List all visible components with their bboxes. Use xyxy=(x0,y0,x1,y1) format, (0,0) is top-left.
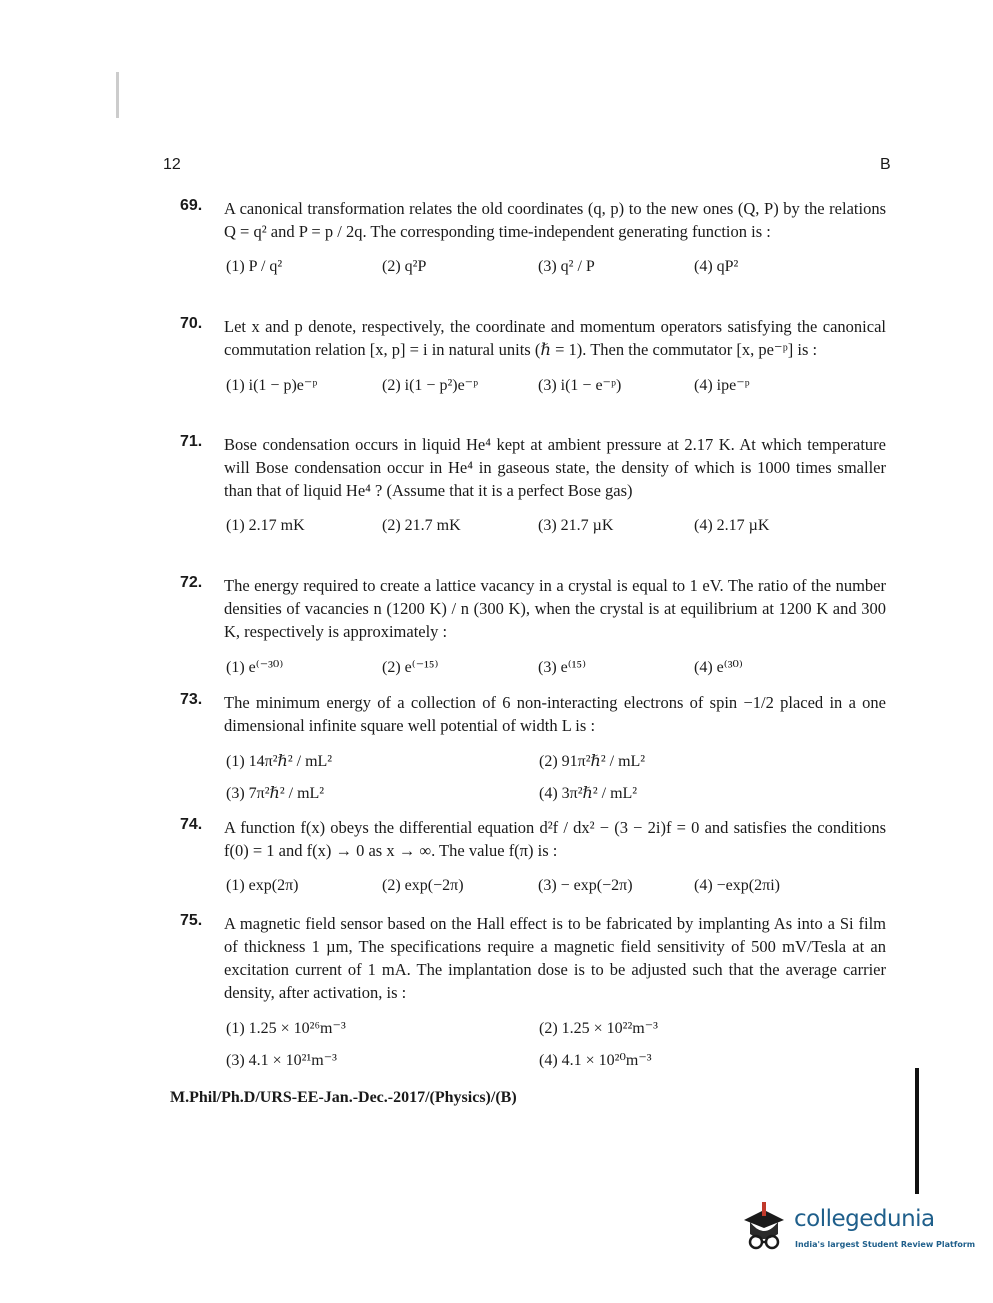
option-2: (2) q²P xyxy=(382,258,427,275)
brand-name: collegedunia xyxy=(794,1206,935,1232)
answer-options xyxy=(226,745,886,809)
question-text: The energy required to create a lattice vacancy in a crystal is equal to 1 eV. The ratio of the number densities of vacancies n (1200 K) / n (300 K), when the crystal is at equilibrium at 1200 K and 300 K, respectively is approximately : xyxy=(224,576,886,641)
option-4: (4) −exp(2πi) xyxy=(694,877,780,894)
question-text: Bose condensation occurs in liquid He⁴ kept at ambient pressure at 2.17 K. At which temperature will Bose condensation occur in He⁴ in gaseous state, the density of which is 1000 times smaller than that of liquid He⁴ ? (Assume that it is a perfect Bose gas) xyxy=(224,435,886,500)
question-number: 69. xyxy=(180,197,203,214)
question-set-code: B xyxy=(880,156,891,173)
option-4: (4) e⁽³⁰⁾ xyxy=(694,659,743,676)
question-number: 71. xyxy=(180,433,203,450)
question-text: A canonical transformation relates the old coordinates (q, p) to the new ones (Q, P) by the relations Q = q² and P = p / 2q. The corresponding time-independent generating function is : xyxy=(224,199,886,241)
option-1: (1) 2.17 mK xyxy=(226,517,305,534)
option-4: (4) qP² xyxy=(694,258,739,275)
answer-options xyxy=(226,651,886,683)
question-71 xyxy=(180,433,886,542)
page-number: 12 xyxy=(163,156,181,173)
option-4: (4) 3π²ℏ² / mL² xyxy=(539,785,638,802)
option-3: (3) 7π²ℏ² / mL² xyxy=(226,785,325,802)
option-3: (3) i(1 − e⁻ᵖ) xyxy=(538,377,622,394)
option-3: (3) 4.1 × 10²¹m⁻³ xyxy=(226,1052,337,1069)
question-number: 75. xyxy=(180,912,203,929)
option-2: (2) exp(−2π) xyxy=(382,877,464,894)
option-2: (2) 1.25 × 10²²m⁻³ xyxy=(539,1020,658,1037)
option-1: (1) 14π²ℏ² / mL² xyxy=(226,753,333,770)
question-72 xyxy=(180,574,886,683)
question-70 xyxy=(180,315,886,401)
question-74 xyxy=(180,816,886,902)
answer-options xyxy=(226,870,886,902)
question-number: 72. xyxy=(180,574,203,591)
answer-options xyxy=(226,251,886,283)
option-1: (1) 1.25 × 10²⁶m⁻³ xyxy=(226,1020,346,1037)
question-text: Let x and p denote, respectively, the coordinate and momentum operators satisfying the canonical commutation relation [x, p] = i in natural units (ℏ = 1). Then the commutator [x, pe⁻ᵖ] is : xyxy=(224,317,886,359)
scan-edge-bar xyxy=(915,1068,919,1194)
option-3: (3) 21.7 µK xyxy=(538,517,614,534)
answer-options xyxy=(226,369,886,401)
student-mascot-icon xyxy=(740,1200,790,1256)
option-1: (1) e⁽⁻³⁰⁾ xyxy=(226,659,284,676)
question-text: A magnetic field sensor based on the Hall effect is to be fabricated by implanting As into a Si film of thickness 1 µm, The specifications require a magnetic field sensitivity of 500 mV/Tesla at an excitation current of 1 mA. The implantation dose is to be adjusted such that the average carrier density, after activation, is : xyxy=(224,914,886,1002)
option-2: (2) 21.7 mK xyxy=(382,517,461,534)
question-69 xyxy=(180,197,886,283)
option-4: (4) 2.17 µK xyxy=(694,517,770,534)
option-3: (3) e⁽¹⁵⁾ xyxy=(538,659,586,676)
scan-margin-mark xyxy=(116,72,119,118)
exam-code-footer: M.Phil/Ph.D/URS-EE-Jan.-Dec.-2017/(Physics)/(B) xyxy=(170,1089,517,1106)
option-4: (4) 4.1 × 10²⁰m⁻³ xyxy=(539,1052,652,1069)
option-1: (1) i(1 − p)e⁻ᵖ xyxy=(226,377,318,394)
question-number: 73. xyxy=(180,691,203,708)
option-2: (2) e⁽⁻¹⁵⁾ xyxy=(382,659,439,676)
answer-options xyxy=(226,1012,886,1076)
question-75 xyxy=(180,912,886,1076)
option-3: (3) − exp(−2π) xyxy=(538,877,633,894)
option-2: (2) 91π²ℏ² / mL² xyxy=(539,753,646,770)
question-text: A function f(x) obeys the differential equation d²f / dx² − (3 − 2i)f = 0 and satisfies the conditions f(0) = 1 and f(x) → 0 as x → ∞. The value f(π) is : xyxy=(224,818,886,860)
question-text: The minimum energy of a collection of 6 non-interacting electrons of spin −1/2 placed in a one dimensional infinite square well potential of width L is : xyxy=(224,693,886,735)
option-3: (3) q² / P xyxy=(538,258,595,275)
question-number: 74. xyxy=(180,816,203,833)
option-4: (4) ipe⁻ᵖ xyxy=(694,377,750,394)
option-1: (1) exp(2π) xyxy=(226,877,299,894)
collegedunia-watermark[interactable] xyxy=(740,1200,976,1260)
question-73 xyxy=(180,691,886,809)
question-number: 70. xyxy=(180,315,203,332)
answer-options xyxy=(226,510,886,542)
brand-tagline: India's largest Student Review Platform xyxy=(795,1240,976,1249)
option-1: (1) P / q² xyxy=(226,258,283,275)
option-2: (2) i(1 − p²)e⁻ᵖ xyxy=(382,377,479,394)
